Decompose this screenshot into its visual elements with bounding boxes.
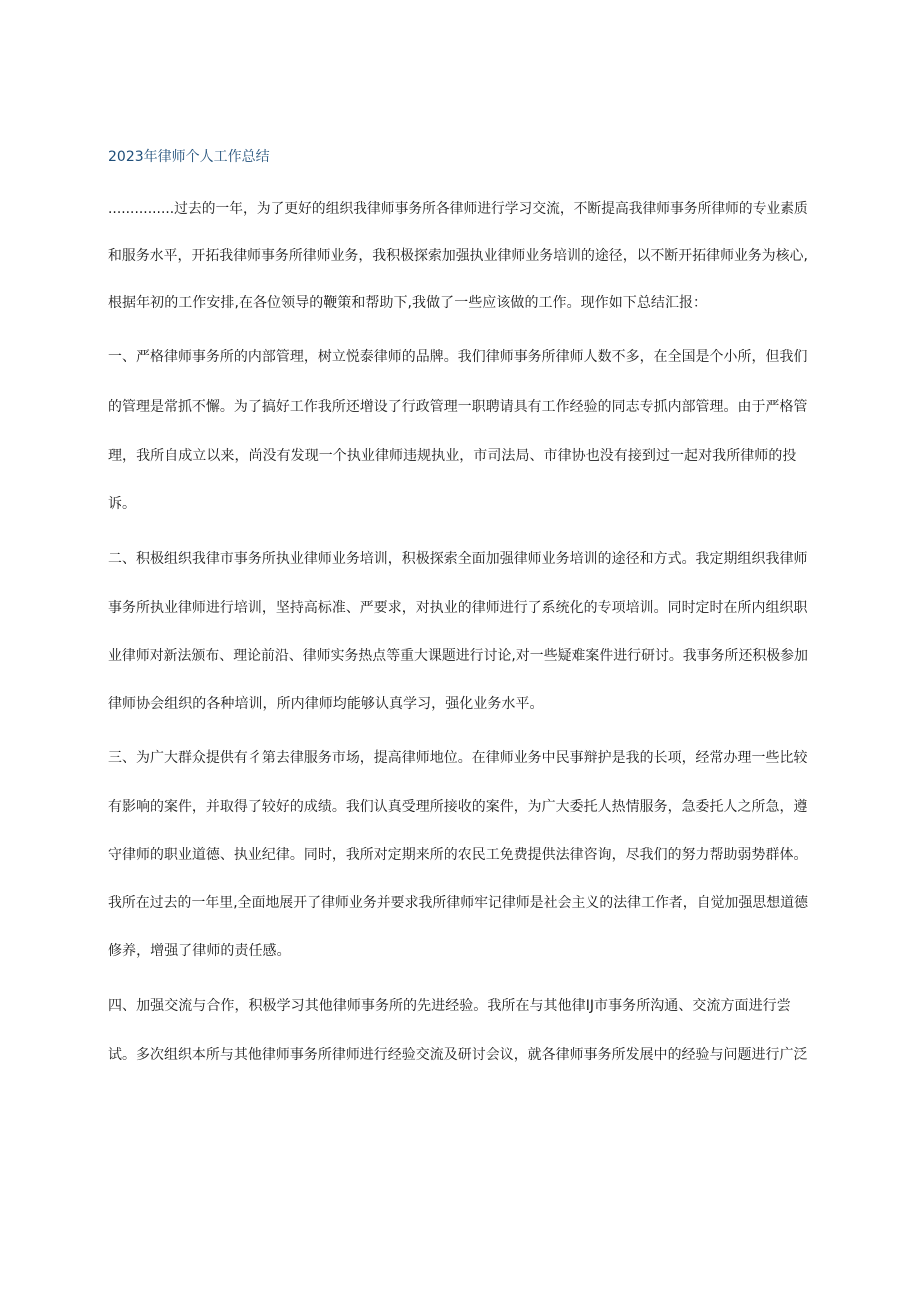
text-line: 二、积极组织我律市事务所执业律师业务培训，积极探索全面加强律师业务培训的途径和方式。我定期组织我律师: [108, 551, 808, 567]
document-title: 2023年律师个人工作总结: [108, 149, 270, 165]
text-line: 事务所执业律师进行培训，坚持高标准、严要求，对执业的律师进行了系统化的专项培训。同时定时在所内组织职: [108, 600, 808, 616]
text-line: 业律师对新法颁布、理论前沿、律师实务热点等重大课题进行讨论,对一些疑难案件进行研讨。我事务所还积极参加: [108, 648, 809, 664]
text-line: 和服务水平，开拓我律师事务所律师业务，我积极探索加强执业律师业务培训的途径，以不断开拓律师业务为核心,: [108, 248, 809, 264]
text-line: 试。多次组织本所与其他律师事务所律师进行经验交流及研讨会议，就各律师事务所发展中的经验与问题进行广泛: [108, 1047, 808, 1063]
text-line: 理，我所自成立以来，尚没有发现一个执业律师违规执业，市司法局、市律协也没有接到过一起对我所律师的投: [108, 448, 797, 464]
text-line: 一、严格律师事务所的内部管理，树立悦泰律师的品牌。我们律师事务所律师人数不多，在全国是个小所，但我们: [108, 349, 808, 365]
text-line: 的管理是常抓不懈。为了搞好工作我所还增设了行政管理一职聘请具有工作经验的同志专抓内部管理。由于严格管: [108, 399, 808, 415]
text-line: 守律师的职业道德、执业纪律。同时，我所对定期来所的农民工免费提供法律咨询，尽我们的努力帮助弱势群体。: [108, 847, 808, 863]
text-line: ...............过去的一年，为了更好的组织我律师事务所各律师进行学习交流，不断提高我律师事务所律师的专业素质: [108, 201, 808, 217]
text-line: 有影响的案件，并取得了较好的成绩。我们认真受理所接收的案件，为广大委托人热情服务，急委托人之所急，遵: [108, 799, 808, 815]
text-line: 律师协会组织的各种培训，所内律师均能够认真学习，强化业务水平。: [108, 696, 544, 712]
text-line: 修养，增强了律师的责任感。: [108, 943, 291, 959]
text-line: 我所在过去的一年里,全面地展开了律师业务并要求我所律师牢记律师是社会主义的法律工作者，自觉加强思想道德: [108, 895, 809, 911]
text-line: 根据年初的工作安排,在各位领导的鞭策和帮助下,我做了一些应该做的工作。现作如下总结汇报：: [108, 295, 708, 311]
text-line: 诉。: [108, 496, 137, 512]
text-line: 四、加强交流与合作，积极学习其他律师事务所的先进经验。我所在与其他律IJ市事务所沟通、交流方面进行尝: [108, 998, 791, 1014]
text-line: 三、为广大群众提供有彳第去律服务市场，提高律师地位。在律师业务中民事辩护是我的长项，经常办理一些比较: [108, 750, 808, 766]
